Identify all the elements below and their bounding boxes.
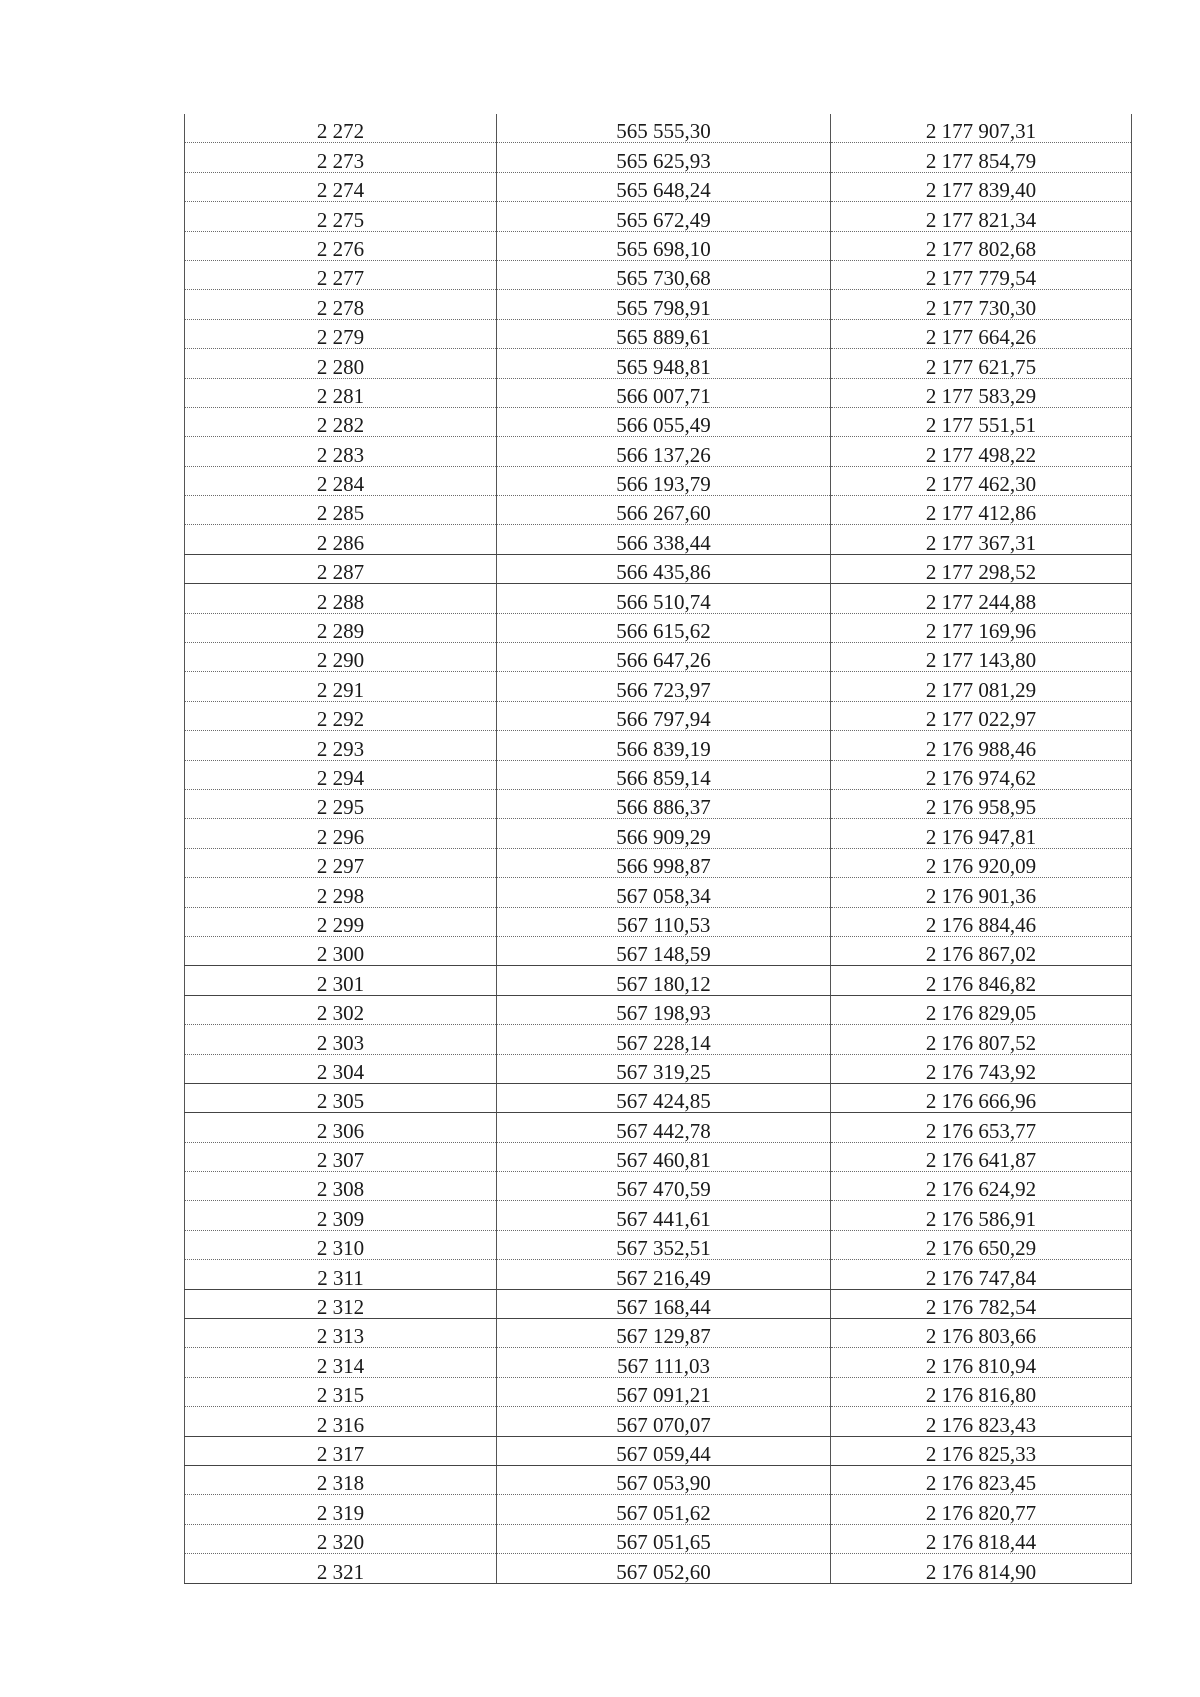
point-number-cell: 2 299 xyxy=(185,907,497,936)
x-coordinate-cell: 567 051,62 xyxy=(497,1495,831,1524)
y-coordinate-cell: 2 176 782,54 xyxy=(831,1289,1132,1318)
x-coordinate-cell: 566 055,49 xyxy=(497,407,831,436)
point-number-cell: 2 300 xyxy=(185,936,497,965)
point-number-cell: 2 296 xyxy=(185,819,497,848)
table-row xyxy=(185,525,1132,554)
x-coordinate-cell: 565 555,30 xyxy=(497,114,831,143)
table-row xyxy=(185,202,1132,231)
y-coordinate-cell: 2 176 846,82 xyxy=(831,966,1132,995)
table-row xyxy=(185,1319,1132,1348)
point-number-cell: 2 314 xyxy=(185,1348,497,1377)
y-coordinate-cell: 2 177 802,68 xyxy=(831,231,1132,260)
x-coordinate-cell: 567 111,03 xyxy=(497,1348,831,1377)
y-coordinate-cell: 2 176 743,92 xyxy=(831,1054,1132,1083)
y-coordinate-cell: 2 177 821,34 xyxy=(831,202,1132,231)
x-coordinate-cell: 566 647,26 xyxy=(497,643,831,672)
table-row xyxy=(185,1113,1132,1142)
point-number-cell: 2 313 xyxy=(185,1319,497,1348)
table-row xyxy=(185,936,1132,965)
point-number-cell: 2 304 xyxy=(185,1054,497,1083)
x-coordinate-cell: 567 053,90 xyxy=(497,1465,831,1494)
y-coordinate-cell: 2 177 498,22 xyxy=(831,437,1132,466)
table-row xyxy=(185,1230,1132,1259)
y-coordinate-cell: 2 177 621,75 xyxy=(831,349,1132,378)
table-row xyxy=(185,260,1132,289)
y-coordinate-cell: 2 177 854,79 xyxy=(831,143,1132,172)
x-coordinate-cell: 567 148,59 xyxy=(497,936,831,965)
table-row xyxy=(185,437,1132,466)
point-number-cell: 2 290 xyxy=(185,643,497,672)
point-number-cell: 2 289 xyxy=(185,613,497,642)
point-number-cell: 2 287 xyxy=(185,554,497,583)
table-row xyxy=(185,907,1132,936)
table-row xyxy=(185,1377,1132,1406)
y-coordinate-cell: 2 177 367,31 xyxy=(831,525,1132,554)
point-number-cell: 2 312 xyxy=(185,1289,497,1318)
table-row xyxy=(185,819,1132,848)
x-coordinate-cell: 566 510,74 xyxy=(497,584,831,613)
point-number-cell: 2 319 xyxy=(185,1495,497,1524)
table-row xyxy=(185,1201,1132,1230)
point-number-cell: 2 277 xyxy=(185,260,497,289)
y-coordinate-cell: 2 177 081,29 xyxy=(831,672,1132,701)
x-coordinate-cell: 565 672,49 xyxy=(497,202,831,231)
x-coordinate-cell: 566 859,14 xyxy=(497,760,831,789)
point-number-cell: 2 272 xyxy=(185,114,497,143)
coordinates-table-body xyxy=(185,114,1132,1583)
y-coordinate-cell: 2 176 650,29 xyxy=(831,1230,1132,1259)
point-number-cell: 2 274 xyxy=(185,172,497,201)
point-number-cell: 2 315 xyxy=(185,1377,497,1406)
table-row xyxy=(185,1289,1132,1318)
point-number-cell: 2 306 xyxy=(185,1113,497,1142)
table-row xyxy=(185,231,1132,260)
y-coordinate-cell: 2 177 839,40 xyxy=(831,172,1132,201)
table-row xyxy=(185,1172,1132,1201)
point-number-cell: 2 317 xyxy=(185,1436,497,1465)
table-row xyxy=(185,349,1132,378)
y-coordinate-cell: 2 176 818,44 xyxy=(831,1524,1132,1553)
y-coordinate-cell: 2 176 974,62 xyxy=(831,760,1132,789)
y-coordinate-cell: 2 176 653,77 xyxy=(831,1113,1132,1142)
x-coordinate-cell: 565 730,68 xyxy=(497,260,831,289)
table-row xyxy=(185,1465,1132,1494)
table-row xyxy=(185,613,1132,642)
y-coordinate-cell: 2 176 807,52 xyxy=(831,1025,1132,1054)
table-row xyxy=(185,878,1132,907)
point-number-cell: 2 295 xyxy=(185,789,497,818)
table-row xyxy=(185,584,1132,613)
x-coordinate-cell: 566 267,60 xyxy=(497,496,831,525)
y-coordinate-cell: 2 176 586,91 xyxy=(831,1201,1132,1230)
table-row xyxy=(185,701,1132,730)
point-number-cell: 2 307 xyxy=(185,1142,497,1171)
table-row xyxy=(185,1083,1132,1112)
y-coordinate-cell: 2 176 901,36 xyxy=(831,878,1132,907)
x-coordinate-cell: 567 070,07 xyxy=(497,1407,831,1436)
point-number-cell: 2 321 xyxy=(185,1554,497,1583)
table-row xyxy=(185,466,1132,495)
table-row xyxy=(185,114,1132,143)
table-row xyxy=(185,672,1132,701)
point-number-cell: 2 273 xyxy=(185,143,497,172)
coordinates-table xyxy=(184,114,1132,1584)
y-coordinate-cell: 2 176 823,45 xyxy=(831,1465,1132,1494)
table-row xyxy=(185,1407,1132,1436)
x-coordinate-cell: 567 319,25 xyxy=(497,1054,831,1083)
point-number-cell: 2 281 xyxy=(185,378,497,407)
y-coordinate-cell: 2 176 947,81 xyxy=(831,819,1132,848)
point-number-cell: 2 298 xyxy=(185,878,497,907)
table-row xyxy=(185,966,1132,995)
y-coordinate-cell: 2 176 920,09 xyxy=(831,848,1132,877)
table-row xyxy=(185,1142,1132,1171)
y-coordinate-cell: 2 176 666,96 xyxy=(831,1083,1132,1112)
x-coordinate-cell: 565 948,81 xyxy=(497,349,831,378)
point-number-cell: 2 302 xyxy=(185,995,497,1024)
point-number-cell: 2 291 xyxy=(185,672,497,701)
x-coordinate-cell: 567 470,59 xyxy=(497,1172,831,1201)
x-coordinate-cell: 566 723,97 xyxy=(497,672,831,701)
x-coordinate-cell: 567 228,14 xyxy=(497,1025,831,1054)
y-coordinate-cell: 2 177 730,30 xyxy=(831,290,1132,319)
point-number-cell: 2 308 xyxy=(185,1172,497,1201)
y-coordinate-cell: 2 176 829,05 xyxy=(831,995,1132,1024)
x-coordinate-cell: 567 091,21 xyxy=(497,1377,831,1406)
y-coordinate-cell: 2 177 779,54 xyxy=(831,260,1132,289)
point-number-cell: 2 280 xyxy=(185,349,497,378)
table-row xyxy=(185,407,1132,436)
y-coordinate-cell: 2 176 810,94 xyxy=(831,1348,1132,1377)
x-coordinate-cell: 567 058,34 xyxy=(497,878,831,907)
table-row xyxy=(185,496,1132,525)
table-row xyxy=(185,760,1132,789)
table-row xyxy=(185,554,1132,583)
point-number-cell: 2 292 xyxy=(185,701,497,730)
point-number-cell: 2 283 xyxy=(185,437,497,466)
x-coordinate-cell: 566 998,87 xyxy=(497,848,831,877)
x-coordinate-cell: 566 909,29 xyxy=(497,819,831,848)
x-coordinate-cell: 567 129,87 xyxy=(497,1319,831,1348)
y-coordinate-cell: 2 177 244,88 xyxy=(831,584,1132,613)
x-coordinate-cell: 567 460,81 xyxy=(497,1142,831,1171)
x-coordinate-cell: 567 442,78 xyxy=(497,1113,831,1142)
point-number-cell: 2 309 xyxy=(185,1201,497,1230)
x-coordinate-cell: 566 615,62 xyxy=(497,613,831,642)
y-coordinate-cell: 2 176 814,90 xyxy=(831,1554,1132,1583)
table-row xyxy=(185,1348,1132,1377)
x-coordinate-cell: 566 797,94 xyxy=(497,701,831,730)
point-number-cell: 2 301 xyxy=(185,966,497,995)
x-coordinate-cell: 565 648,24 xyxy=(497,172,831,201)
point-number-cell: 2 293 xyxy=(185,731,497,760)
y-coordinate-cell: 2 177 143,80 xyxy=(831,643,1132,672)
x-coordinate-cell: 567 424,85 xyxy=(497,1083,831,1112)
y-coordinate-cell: 2 176 867,02 xyxy=(831,936,1132,965)
x-coordinate-cell: 566 137,26 xyxy=(497,437,831,466)
y-coordinate-cell: 2 176 747,84 xyxy=(831,1260,1132,1289)
table-row xyxy=(185,643,1132,672)
x-coordinate-cell: 566 338,44 xyxy=(497,525,831,554)
y-coordinate-cell: 2 177 583,29 xyxy=(831,378,1132,407)
y-coordinate-cell: 2 176 825,33 xyxy=(831,1436,1132,1465)
point-number-cell: 2 303 xyxy=(185,1025,497,1054)
y-coordinate-cell: 2 177 412,86 xyxy=(831,496,1132,525)
y-coordinate-cell: 2 176 816,80 xyxy=(831,1377,1132,1406)
point-number-cell: 2 276 xyxy=(185,231,497,260)
table-row xyxy=(185,143,1132,172)
table-row xyxy=(185,319,1132,348)
x-coordinate-cell: 567 216,49 xyxy=(497,1260,831,1289)
x-coordinate-cell: 567 110,53 xyxy=(497,907,831,936)
point-number-cell: 2 294 xyxy=(185,760,497,789)
point-number-cell: 2 297 xyxy=(185,848,497,877)
table-row xyxy=(185,172,1132,201)
x-coordinate-cell: 567 052,60 xyxy=(497,1554,831,1583)
x-coordinate-cell: 565 625,93 xyxy=(497,143,831,172)
table-row xyxy=(185,378,1132,407)
table-row xyxy=(185,995,1132,1024)
table-row xyxy=(185,1554,1132,1583)
y-coordinate-cell: 2 177 462,30 xyxy=(831,466,1132,495)
table-row xyxy=(185,1054,1132,1083)
y-coordinate-cell: 2 177 169,96 xyxy=(831,613,1132,642)
x-coordinate-cell: 566 839,19 xyxy=(497,731,831,760)
x-coordinate-cell: 566 007,71 xyxy=(497,378,831,407)
point-number-cell: 2 278 xyxy=(185,290,497,319)
point-number-cell: 2 316 xyxy=(185,1407,497,1436)
table-row xyxy=(185,1436,1132,1465)
y-coordinate-cell: 2 177 022,97 xyxy=(831,701,1132,730)
y-coordinate-cell: 2 177 298,52 xyxy=(831,554,1132,583)
point-number-cell: 2 275 xyxy=(185,202,497,231)
y-coordinate-cell: 2 176 988,46 xyxy=(831,731,1132,760)
x-coordinate-cell: 567 059,44 xyxy=(497,1436,831,1465)
y-coordinate-cell: 2 176 958,95 xyxy=(831,789,1132,818)
table-row xyxy=(185,290,1132,319)
point-number-cell: 2 320 xyxy=(185,1524,497,1553)
y-coordinate-cell: 2 176 641,87 xyxy=(831,1142,1132,1171)
point-number-cell: 2 310 xyxy=(185,1230,497,1259)
x-coordinate-cell: 565 698,10 xyxy=(497,231,831,260)
y-coordinate-cell: 2 177 551,51 xyxy=(831,407,1132,436)
point-number-cell: 2 286 xyxy=(185,525,497,554)
point-number-cell: 2 282 xyxy=(185,407,497,436)
table-row xyxy=(185,731,1132,760)
table-row xyxy=(185,848,1132,877)
table-row xyxy=(185,1495,1132,1524)
point-number-cell: 2 284 xyxy=(185,466,497,495)
y-coordinate-cell: 2 177 907,31 xyxy=(831,114,1132,143)
y-coordinate-cell: 2 176 803,66 xyxy=(831,1319,1132,1348)
table-row xyxy=(185,1524,1132,1553)
x-coordinate-cell: 566 193,79 xyxy=(497,466,831,495)
x-coordinate-cell: 567 198,93 xyxy=(497,995,831,1024)
y-coordinate-cell: 2 176 823,43 xyxy=(831,1407,1132,1436)
x-coordinate-cell: 567 051,65 xyxy=(497,1524,831,1553)
x-coordinate-cell: 567 352,51 xyxy=(497,1230,831,1259)
point-number-cell: 2 279 xyxy=(185,319,497,348)
point-number-cell: 2 311 xyxy=(185,1260,497,1289)
x-coordinate-cell: 566 886,37 xyxy=(497,789,831,818)
x-coordinate-cell: 567 441,61 xyxy=(497,1201,831,1230)
table-row xyxy=(185,789,1132,818)
point-number-cell: 2 285 xyxy=(185,496,497,525)
point-number-cell: 2 305 xyxy=(185,1083,497,1112)
point-number-cell: 2 318 xyxy=(185,1465,497,1494)
y-coordinate-cell: 2 176 884,46 xyxy=(831,907,1132,936)
y-coordinate-cell: 2 176 624,92 xyxy=(831,1172,1132,1201)
table-row xyxy=(185,1025,1132,1054)
x-coordinate-cell: 565 889,61 xyxy=(497,319,831,348)
point-number-cell: 2 288 xyxy=(185,584,497,613)
x-coordinate-cell: 567 180,12 xyxy=(497,966,831,995)
y-coordinate-cell: 2 176 820,77 xyxy=(831,1495,1132,1524)
table-row xyxy=(185,1260,1132,1289)
x-coordinate-cell: 565 798,91 xyxy=(497,290,831,319)
x-coordinate-cell: 566 435,86 xyxy=(497,554,831,583)
x-coordinate-cell: 567 168,44 xyxy=(497,1289,831,1318)
y-coordinate-cell: 2 177 664,26 xyxy=(831,319,1132,348)
